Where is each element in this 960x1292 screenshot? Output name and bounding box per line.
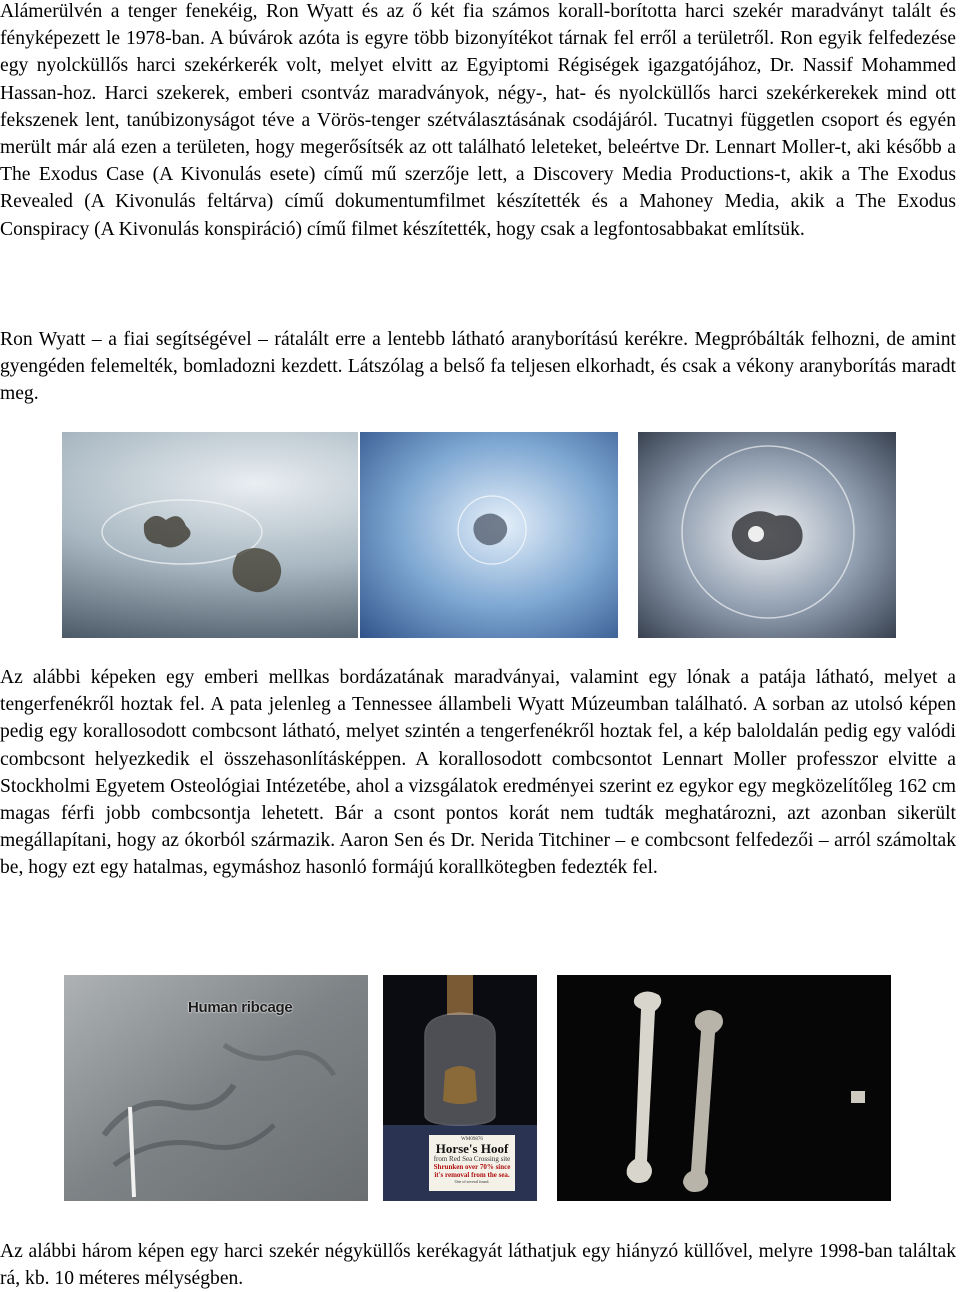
photo-underwater-wheel-3	[638, 432, 896, 638]
hoof-card-tag: WM09876	[461, 1137, 483, 1142]
paragraph-hub-intro: Az alábbi három képen egy harci szekér négyküllős kerékagyát láthatjuk egy hiányzó küllővel, melyre 1998-ban találtak rá, kb. 10 méteres mélységben.	[0, 1241, 956, 1290]
hoof-museum-card	[429, 1135, 515, 1191]
photo-underwater-wheel-2	[358, 432, 618, 638]
hoof-card-title: Horse's Hoof	[435, 1141, 509, 1156]
paragraph-discovery: Alámerülvén a tenger fenekéig, Ron Wyatt és az ő két fia számos korall-borította harci szekér maradványt talált és fényképezett le 1978-ban. A búvárok azóta is egyre több bizonyítékot tárnak fel erről a területről. Ron egyik felfedezése egy nyolcküllős harci szekérkerék volt, melyet elvitt az Egyiptomi Régiségek igazgatójához, Dr. Nassif Mohammed Hassan-hoz. Harci szekerek, emberi csontváz maradványok, négy-, hat- és nyolcküllős harci szekérkerekek mind ott fekszenek lent, tanúbizonyságot téve a Vörös-tenger szétválasztásának csodájáról. Tucatnyi független csoport és egyén merült már alá ezen a területen, hogy megerősítsék az ott található leleteket, beleértve Dr. Lennart Moller-t, aki később a The Exodus Case (A Kivonulás esete) című mű szerzője lett, a Discovery Media Productions-t, akik a The Exodus Revealed (A Kivonulás feltárva) című dokumentumfilmet készítették és a Mahoney Media, akik a The Exodus Conspiracy (A Kivonulás konspiráció) című filmet készítették, hogy csak a legfontosabbakat említsük.	[0, 1, 956, 240]
photo-human-ribcage	[64, 975, 368, 1201]
hoof-card-subtitle: from Red Sea Crossing site	[433, 1155, 511, 1163]
hoof-card-note-1: Shrunken over 70% since	[433, 1163, 511, 1171]
photo-horse-hoof	[383, 975, 537, 1201]
paragraph-gold-wheel: Ron Wyatt – a fiai segítségével – rátalált erre a lentebb látható aranyborítású kerékre. Megpróbálták felhozni, de amint gyengéden felemelték, bomladozni kezdett. Látszólag a belső fa teljesen elkorhadt, és csak a vékony aranyborítás maradt meg.	[0, 329, 956, 405]
hoof-card-note-2: it's removal from the sea.	[434, 1171, 510, 1179]
ribcage-label: Human ribcage	[188, 999, 293, 1016]
photo-femur-comparison	[557, 975, 891, 1201]
hoof-card-small-note: One of several found.	[454, 1179, 490, 1184]
paragraph-ribcage-hoof-femur: Az alábbi képeken egy emberi mellkas bordázatának maradványai, valamint egy lónak a patája látható, melyet a tengerfenékről hoztak fel. A pata jelenleg a Tennessee állambeli Wyatt Múzeumban található. A sorban az utolsó képen pedig egy korallosodott combcsont látható, melyet szintén a tengerfenékről hoztak fel, a kép baloldalán pedig egy valódi combcsont helyezkedik el összehasonlításképpen. A korallosodott combcsontot Lennart Moller professzor elvitte a Stockholmi Egyetem Osteológiai Intézetébe, ahol a vizsgálatok eredményei szerint ez egykor egy megközelítőleg 162 cm magas férfi jobb combcsontja lehetett. Bár a csont pontos korát nem tudták meghatározni, azt azonban sikerült megállapítani, hogy az ókorból származik. Aaron Sen és Dr. Nerida Titchiner – e combcsont felfedezői – arról számoltak be, hogy ezt egy hatalmas, egymáshoz hasonló formájú korallkötegben fedezték fel.	[0, 667, 956, 879]
